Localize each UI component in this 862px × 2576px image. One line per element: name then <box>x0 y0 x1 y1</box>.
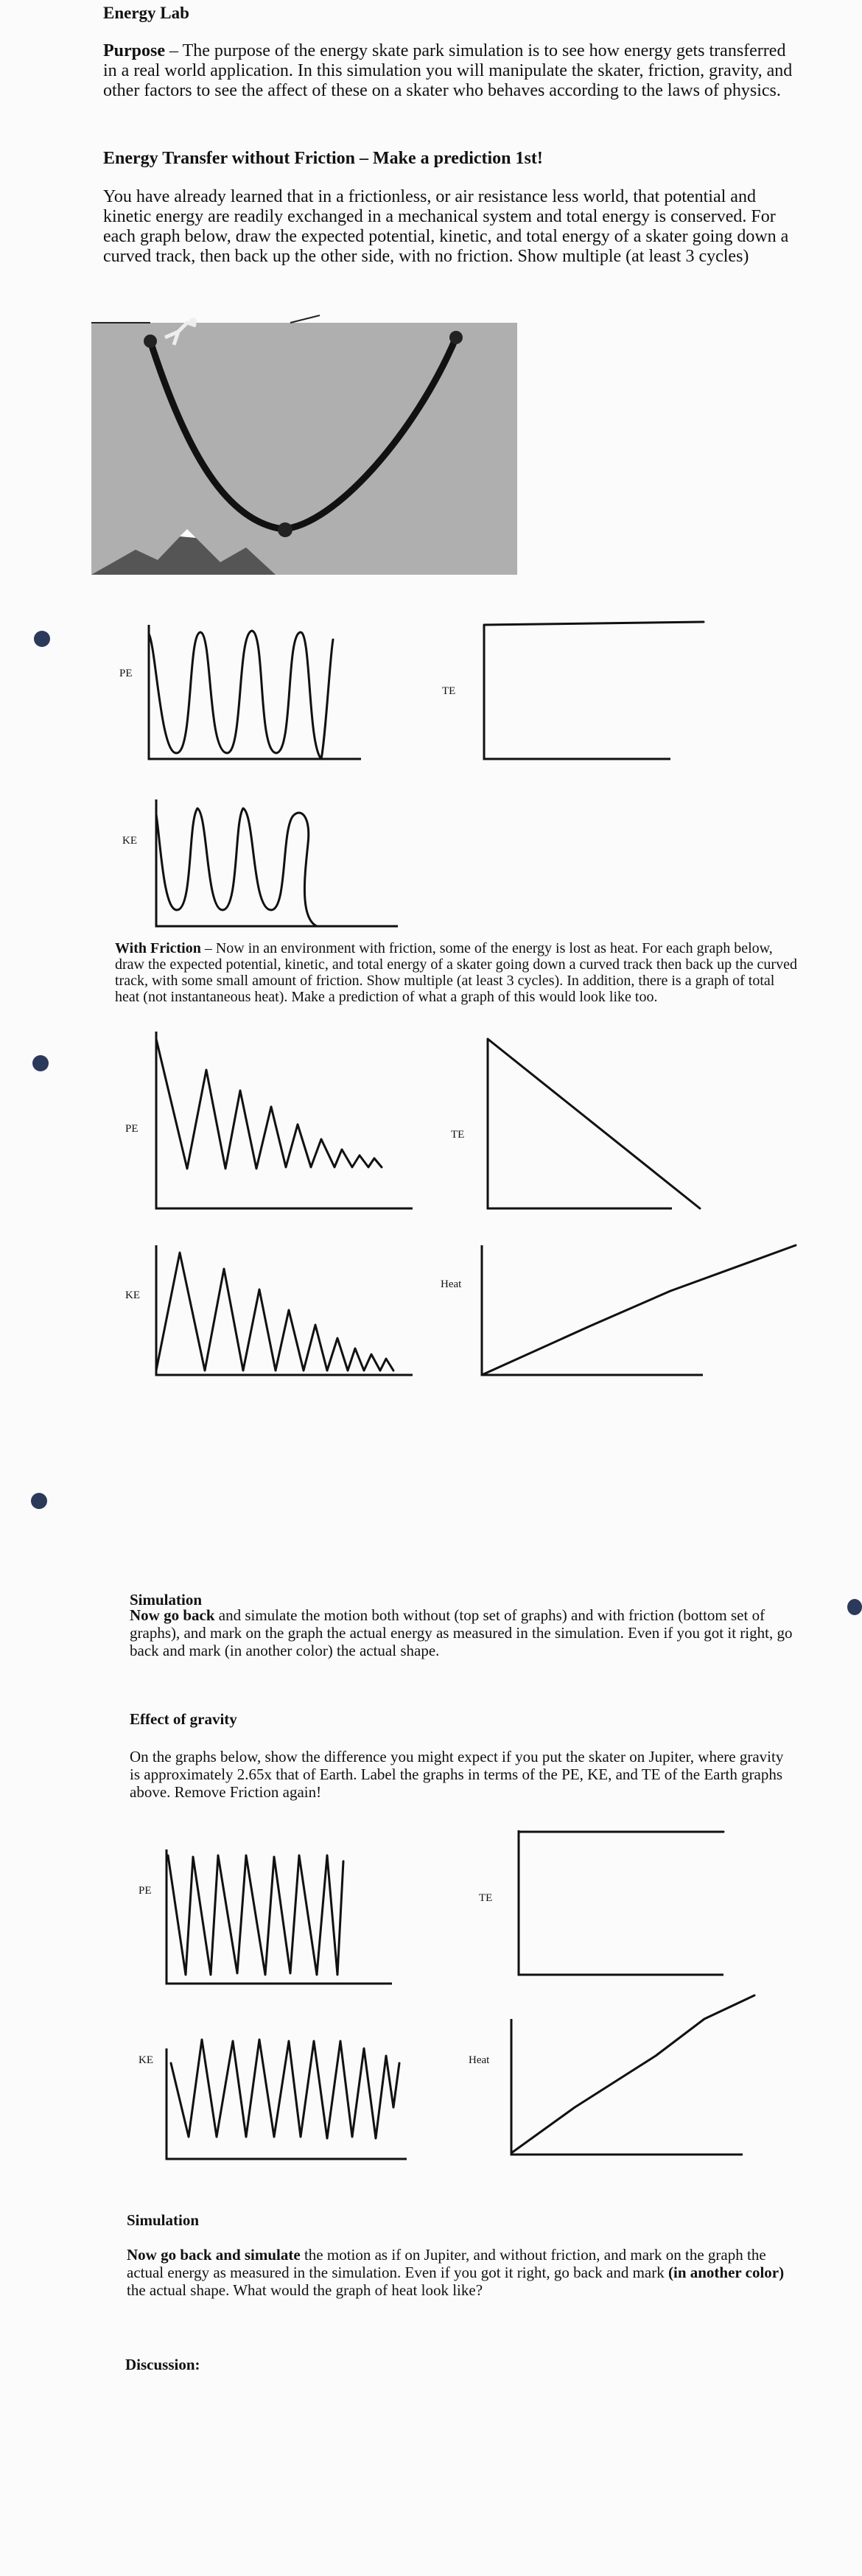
gravity-instructions: On the graphs below, show the difference you might expect if you put the skater on Jupiter, where gravity is approximately 2.65x that of Earth. Label the graphs in terms of the PE, KE, and TE of the Earth graphs above. Remove Friction again! <box>130 1748 784 1801</box>
te-label-1: TE <box>442 685 456 697</box>
binder-hole <box>32 1055 49 1071</box>
binder-hole <box>34 631 50 647</box>
te-label-3: TE <box>479 1892 493 1904</box>
pe-label-2: PE <box>125 1123 139 1135</box>
heat-label-2: Heat <box>441 1278 462 1290</box>
simulation-heading-2: Simulation <box>127 2211 200 2229</box>
te-graph-with-friction <box>479 1032 722 1216</box>
pe-graph-with-friction <box>147 1032 420 1216</box>
no-friction-instructions: You have already learned that in a frictionless, or air resistance less world, that potential and kinetic energy are readily exchanged in a mechanical system and total energy is conserved. For each graph below, draw the expected potential, kinetic, and total energy of a skater going down a curved track, then back up the other side, with no friction. Show multiple (at least 3 cycles) <box>103 187 789 266</box>
gravity-heading: Effect of gravity <box>130 1710 237 1728</box>
ke-graph-no-friction <box>147 799 413 936</box>
simulation-2-text-1: the motion as if on Jupiter, and without friction, and mark on the graph the actual energy as measured in the simulation. Even if you got it right, go back and mark <box>127 2246 766 2281</box>
simulation-2-bold-2: (in another color) <box>668 2264 785 2281</box>
simulation-2-text-2: the actual shape. What would the graph of heat look like? <box>127 2281 483 2299</box>
with-friction-paragraph <box>115 940 800 1005</box>
pe-graph-jupiter <box>164 1849 407 1989</box>
heat-graph-jupiter <box>508 1997 751 2159</box>
simulation-1-bold: Now go back <box>130 1606 215 1624</box>
pe-graph-no-friction <box>140 619 405 766</box>
ke-label-2: KE <box>125 1289 140 1301</box>
ke-graph-jupiter <box>164 2019 429 2166</box>
ke-label-3: KE <box>139 2054 153 2066</box>
pe-label-3: PE <box>139 1885 152 1897</box>
no-friction-heading: Energy Transfer without Friction – Make a prediction 1st! <box>103 149 543 168</box>
with-friction-label: With Friction <box>115 940 201 956</box>
simulation-paragraph-2 <box>127 2246 790 2299</box>
purpose-label: Purpose <box>103 41 165 60</box>
simulation-2-bold-1: Now go back and simulate <box>127 2246 301 2264</box>
te-graph-no-friction <box>483 619 711 766</box>
discussion-heading: Discussion: <box>125 2356 200 2373</box>
pe-label-1: PE <box>119 668 133 679</box>
simulation-paragraph-1 <box>130 1606 793 1659</box>
purpose-paragraph <box>103 41 796 101</box>
page-title: Energy Lab <box>103 4 189 22</box>
heat-label-3: Heat <box>469 2054 490 2066</box>
binder-hole <box>847 1599 862 1615</box>
simulation-heading-1: Simulation <box>130 1591 203 1609</box>
te-graph-jupiter <box>516 1830 729 1978</box>
ke-graph-with-friction <box>147 1245 420 1378</box>
ke-label-1: KE <box>122 835 137 847</box>
binder-hole <box>31 1493 47 1509</box>
simulation-1-text: and simulate the motion both without (top set of graphs) and with friction (bottom set of graphs), and mark on the graph the actual energy as measured in the simulation. Even if you got it right, go back and mark (in another color) the actual shape. <box>130 1606 793 1659</box>
heat-graph-with-friction <box>479 1245 796 1378</box>
te-label-2: TE <box>451 1129 465 1141</box>
with-friction-text: – Now in an environment with friction, some of the energy is lost as heat. For each graph below, draw the expected potential, kinetic, and total energy of a skater going down a curved track then back up the curved track, with some small amount of friction. Show multiple (at least 3 cycles). In addition, there is a graph of total heat (not instantaneous heat). Make a prediction of what a graph of this would look like too. <box>115 940 797 1005</box>
skate-park-image <box>91 315 517 575</box>
purpose-text: – The purpose of the energy skate park simulation is to see how energy gets transferred in a real world application. In this simulation you will manipulate the skater, friction, gravity, and other factors to see the affect of these on a skater who behaves according to the laws of physics. <box>103 41 793 100</box>
